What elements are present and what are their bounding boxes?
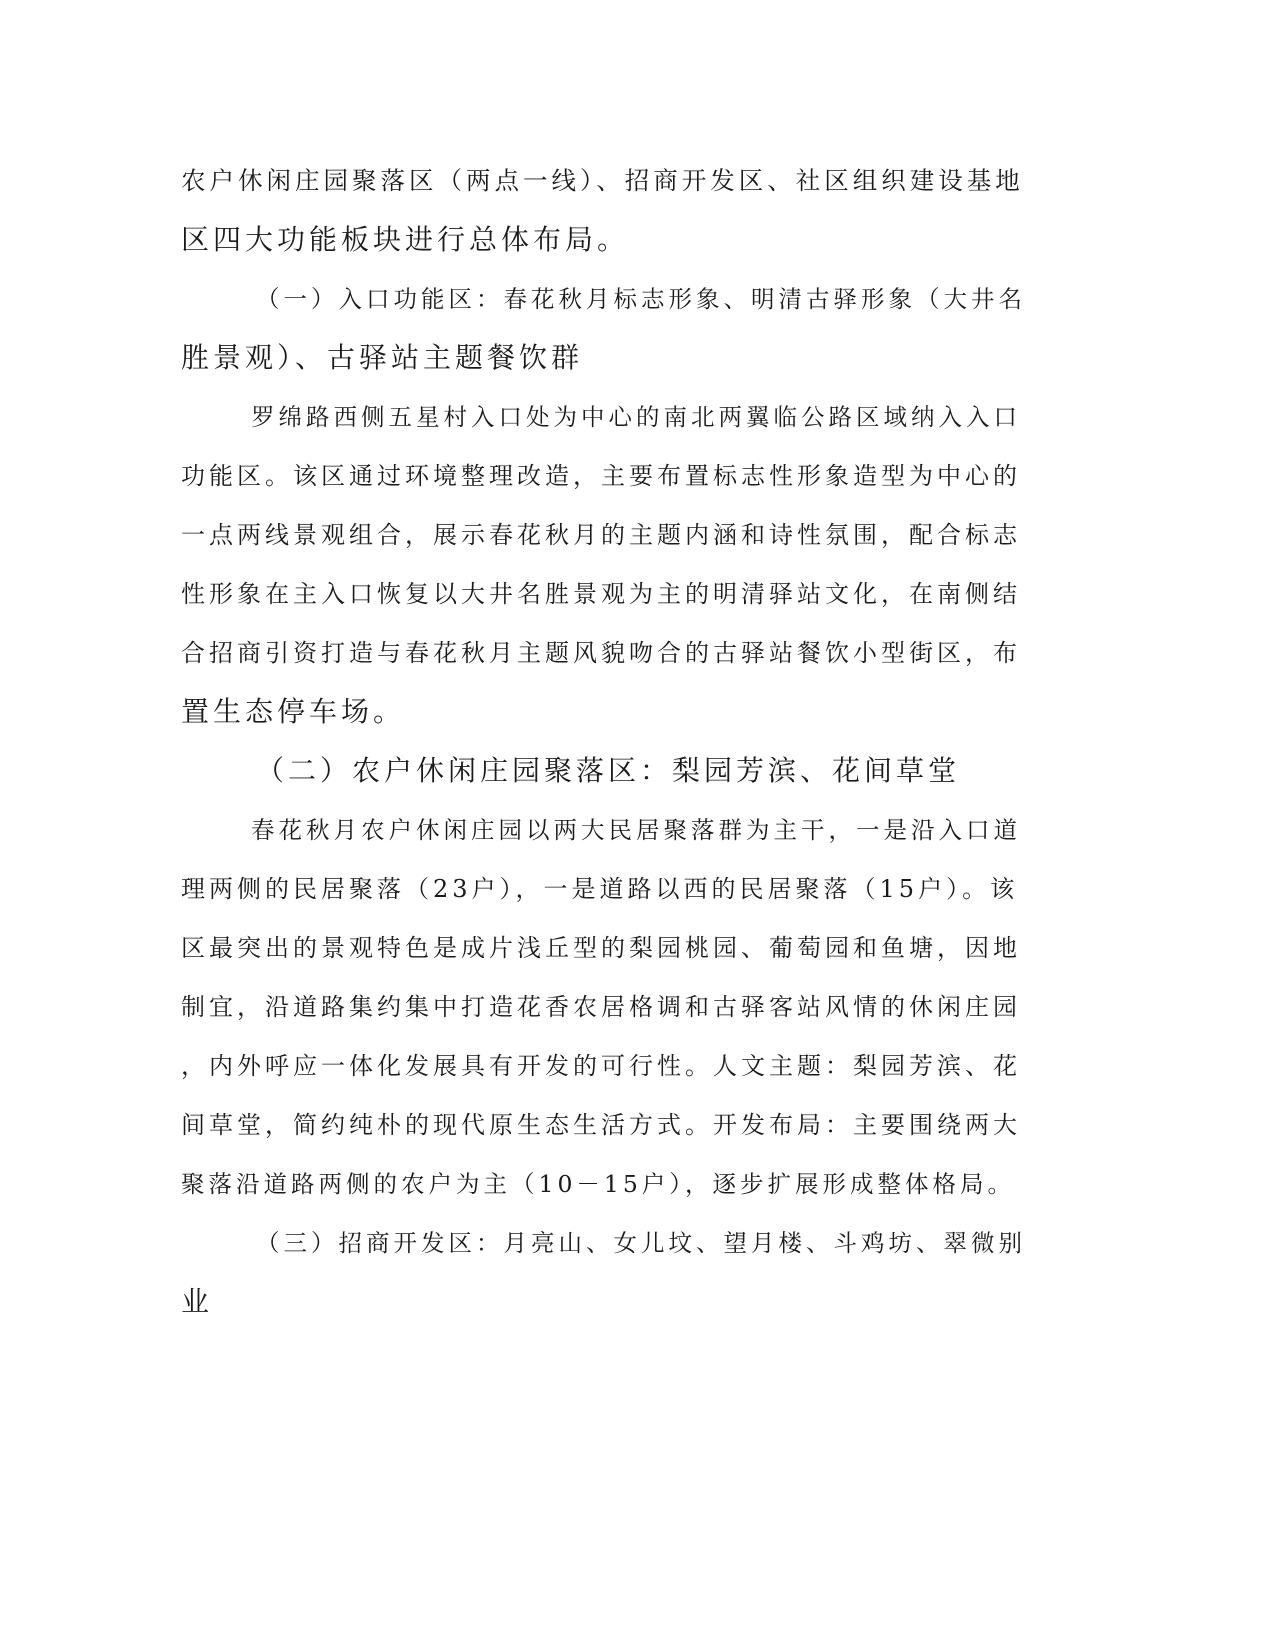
text-line: 春花秋月农户休闲庄园以两大民居聚落群为主干，一是沿入口道 <box>251 816 1021 844</box>
section-heading: 胜景观）、古驿站主题餐饮群 <box>181 341 584 374</box>
text-line: 聚落沿道路两侧的农户为主（10－15户），逐步扩展形成整体格局。 <box>181 1170 1016 1198</box>
text-line: 制宜，沿道路集约集中打造花香农居格调和古驿客站风情的休闲庄园 <box>181 993 1021 1021</box>
text-line: 罗绵路西侧五星村入口处为中心的南北两翼临公路区域纳入入口 <box>251 403 1021 431</box>
text-line: 合招商引资打造与春花秋月主题风貌吻合的古驿站餐饮小型街区，布 <box>181 639 1021 667</box>
text-line: 性形象在主入口恢复以大井名胜景观为主的明清驿站文化，在南侧结 <box>181 580 1021 608</box>
text-line: 农户休闲庄园聚落区（两点一线）、招商开发区、社区组织建设基地 <box>181 166 1024 195</box>
section-heading: 业 <box>181 1285 214 1318</box>
text-line: 间草堂，简约纯朴的现代原生态生活方式。开发布局：主要围绕两大 <box>181 1111 1021 1139</box>
text-line: 功能区。该区通过环境整理改造，主要布置标志性形象造型为中心的 <box>181 462 1021 490</box>
text-line: 一点两线景观组合，展示春花秋月的主题内涵和诗性氛围，配合标志 <box>181 521 1021 549</box>
text-line: ，内外呼应一体化发展具有开发的可行性。人文主题：梨园芳滨、花 <box>181 1052 1021 1080</box>
text-line: 区四大功能板块进行总体布局。 <box>181 223 630 256</box>
section-heading: （二）农户休闲庄园聚落区：梨园芳滨、花间草堂 <box>256 754 961 787</box>
section-heading: （三）招商开发区：月亮山、女儿坟、望月楼、斗鸡坊、翠微别 <box>256 1229 1026 1257</box>
text-line: 区最突出的景观特色是成片浅丘型的梨园桃园、葡萄园和鱼塘，因地 <box>181 934 1021 962</box>
text-line: 置生态停车场。 <box>181 695 406 728</box>
text-line: 理两侧的民居聚落（23户），一是道路以西的民居聚落（15户）。该 <box>181 875 1019 903</box>
section-heading: （一）入口功能区：春花秋月标志形象、明清古驿形象（大井名 <box>256 285 1026 313</box>
